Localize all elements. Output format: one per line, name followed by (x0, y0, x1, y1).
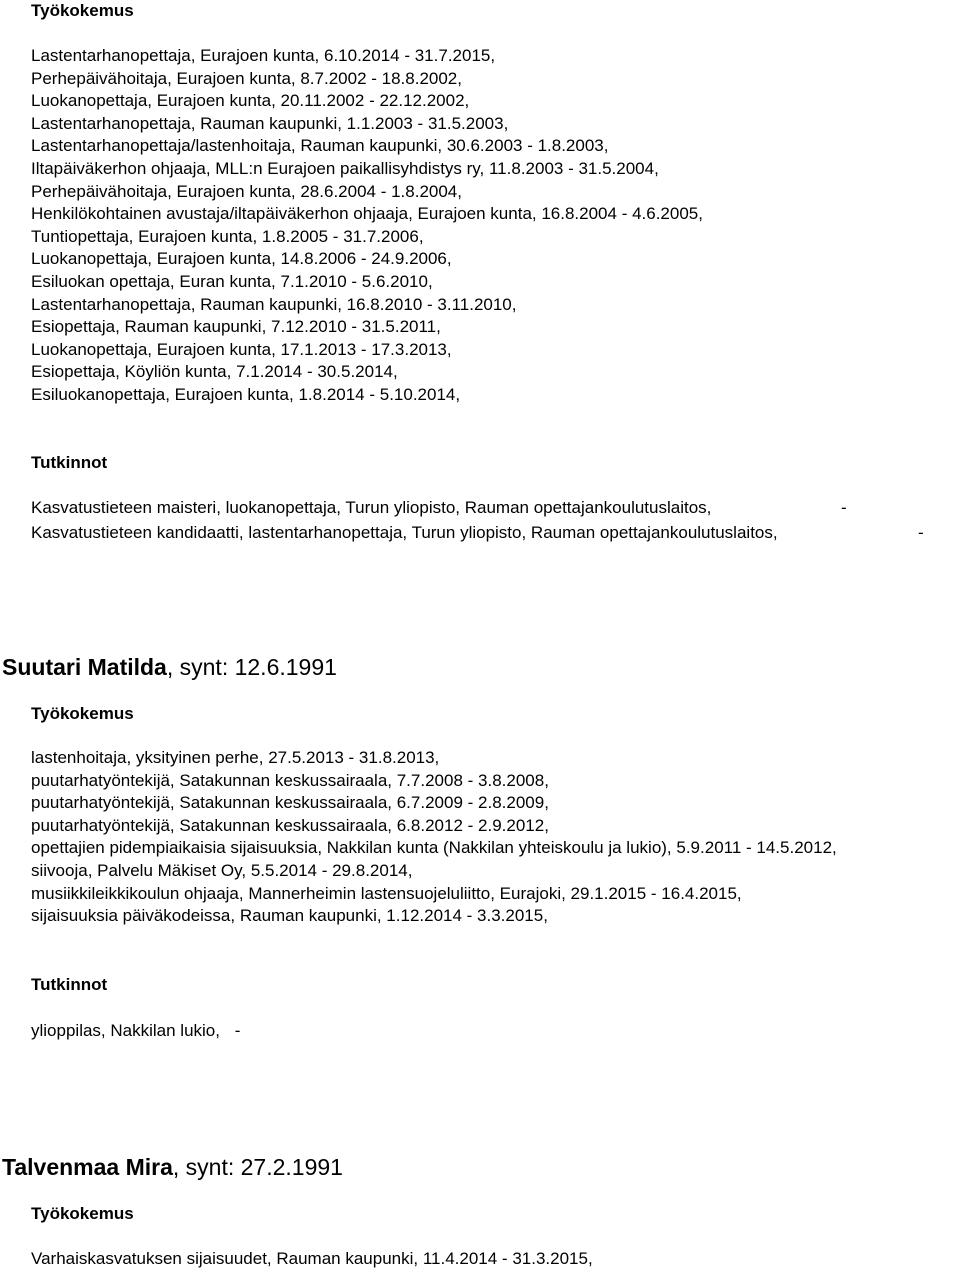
work-item: siivooja, Palvelu Mäkiset Oy, 5.5.2014 - 29.8.2014, (31, 860, 413, 880)
work-item: Perhepäivähoitaja, Eurajoen kunta, 28.6.2004 - 1.8.2004, (31, 181, 462, 201)
education-item: Kasvatustieteen kandidaatti, lastentarhanopettaja, Turun yliopisto, Rauman opettajankoulutuslaitos, - (31, 523, 924, 542)
work-item: Esiopettaja, Rauman kaupunki, 7.12.2010 - 31.5.2011, (31, 317, 441, 337)
education-heading: Tutkinnot (31, 975, 108, 994)
work-item: puutarhatyöntekijä, Satakunnan keskussairaala, 6.7.2009 - 2.8.2009, (31, 793, 549, 813)
education-list (31, 495, 931, 545)
work-item: Lastentarhanopettaja, Rauman kaupunki, 1.1.2003 - 31.5.2003, (31, 113, 509, 133)
work-heading: Työkokemus (31, 1204, 134, 1223)
work-item: Varhaiskasvatuksen sijaisuudet, Rauman kaupunki, 11.4.2014 - 31.3.2015, (31, 1249, 593, 1268)
work-item: Tuntiopettaja, Eurajoen kunta, 1.8.2005 - 31.7.2006, (31, 226, 424, 246)
work-list (31, 1248, 593, 1271)
work-item: Luokanopettaja, Eurajoen kunta, 20.11.2002 - 22.12.2002, (31, 91, 470, 111)
work-item: puutarhatyöntekijä, Satakunnan keskussairaala, 6.8.2012 - 2.9.2012, (31, 815, 549, 835)
education-heading: Tutkinnot (31, 453, 108, 472)
person-name-heading: Suutari Matilda, synt: 12.6.1991 (2, 654, 337, 680)
work-item: Luokanopettaja, Eurajoen kunta, 14.8.2006 - 24.9.2006, (31, 249, 452, 269)
work-item: Henkilökohtainen avustaja/iltapäiväkerhon ohjaaja, Eurajoen kunta, 16.8.2004 - 4.6.2005, (31, 204, 703, 224)
work-item: opettajien pidempiaikaisia sijaisuuksia, Nakkilan kunta (Nakkilan yhteiskoulu ja lukio), 5.9.2011 - 14.5.2012, (31, 838, 837, 858)
education-item: Kasvatustieteen maisteri, luokanopettaja, Turun yliopisto, Rauman opettajankoulutuslaitos, - (31, 498, 847, 517)
work-heading: Työkokemus (31, 1, 134, 20)
education-item: ylioppilas, Nakkilan lukio, - (31, 1021, 241, 1040)
work-item: Iltapäiväkerhon ohjaaja, MLL:n Eurajoen paikallisyhdistys ry, 11.8.2003 - 31.5.2004, (31, 158, 659, 178)
work-item: Lastentarhanopettaja, Eurajoen kunta, 6.10.2014 - 31.7.2015, (31, 46, 496, 65)
work-item: Lastentarhanopettaja/lastenhoitaja, Rauman kaupunki, 30.6.2003 - 1.8.2003, (31, 136, 609, 156)
work-list (31, 747, 837, 928)
work-item: musiikkileikkikoulun ohjaaja, Mannerheimin lastensuojeluliitto, Eurajoki, 29.1.2015 - 16.4.2015, (31, 883, 742, 903)
work-item: Luokanopettaja, Eurajoen kunta, 17.1.2013 - 17.3.2013, (31, 339, 452, 359)
work-item: lastenhoitaja, yksityinen perhe, 27.5.2013 - 31.8.2013, (31, 748, 440, 767)
work-heading: Työkokemus (31, 704, 134, 723)
work-item: Esiluokanopettaja, Eurajoen kunta, 1.8.2014 - 5.10.2014, (31, 384, 461, 404)
work-list (31, 45, 703, 407)
person-name-heading: Talvenmaa Mira, synt: 27.2.1991 (2, 1154, 343, 1180)
work-item: Esiopettaja, Köyliön kunta, 7.1.2014 - 30.5.2014, (31, 362, 398, 382)
work-item: sijaisuuksia päiväkodeissa, Rauman kaupunki, 1.12.2014 - 3.3.2015, (31, 906, 548, 926)
work-item: Lastentarhanopettaja, Rauman kaupunki, 16.8.2010 - 3.11.2010, (31, 294, 517, 314)
work-item: Perhepäivähoitaja, Eurajoen kunta, 8.7.2002 - 18.8.2002, (31, 68, 462, 88)
work-item: Esiluokan opettaja, Euran kunta, 7.1.2010 - 5.6.2010, (31, 271, 433, 291)
work-item: puutarhatyöntekijä, Satakunnan keskussairaala, 7.7.2008 - 3.8.2008, (31, 770, 549, 790)
